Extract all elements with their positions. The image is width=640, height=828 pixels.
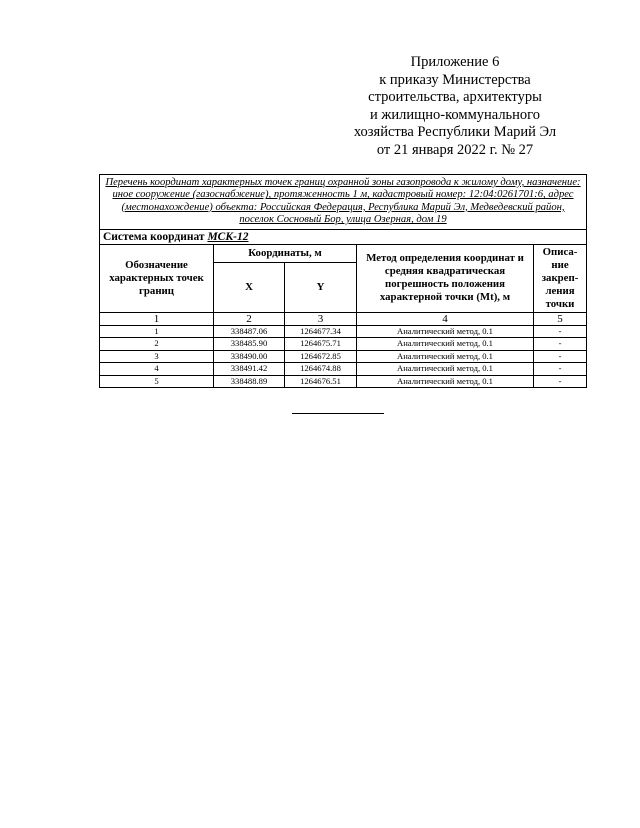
method-cell: Аналитический метод, 0.1 [357,363,534,376]
header-coordinates: Координаты, м [214,244,357,262]
x-cell: 338485.90 [214,338,285,351]
header-line: строительства, архитектуры [368,89,542,106]
table-row [100,363,587,376]
method-cell: Аналитический метод, 0.1 [357,350,534,363]
table-row [100,375,587,388]
description-cell: - [534,375,587,388]
point-cell: 2 [100,338,214,351]
y-cell: 1264676.51 [285,375,357,388]
header-y: Y [285,262,357,312]
point-cell: 4 [100,363,214,376]
x-cell: 338488.89 [214,375,285,388]
x-cell: 338487.06 [214,325,285,338]
coordinate-system-code: МСК-12 [207,230,249,243]
y-cell: 1264674.88 [285,363,357,376]
column-number: 2 [214,312,285,325]
column-number: 3 [285,312,357,325]
y-cell: 1264677.34 [285,325,357,338]
header-description: Описа- ние закреп- ления точки [534,244,587,312]
column-number: 5 [534,312,587,325]
point-cell: 1 [100,325,214,338]
coordinates-table [99,174,587,388]
description-cell: - [534,350,587,363]
description-cell: - [534,338,587,351]
table-row [100,338,587,351]
coordinate-system-row [100,229,587,244]
appendix-header [330,54,580,160]
header-line: от 21 января 2022 г. № 27 [376,141,534,158]
closing-rule [292,413,384,414]
header-line: хозяйства Республики Марий Эл [353,124,557,141]
header-point: Обозначение характерных точек границ [100,244,214,312]
header-line: Приложение 6 [410,54,500,70]
method-cell: Аналитический метод, 0.1 [357,375,534,388]
method-cell: Аналитический метод, 0.1 [357,338,534,351]
header-line: и жилищно-коммунального [369,106,541,123]
header-line: к приказу Министерства [379,71,531,88]
method-cell: Аналитический метод, 0.1 [357,325,534,338]
header-x: X [214,262,285,312]
column-number: 1 [100,312,214,325]
table-intro: Перечень координат характерных точек границ охранной зоны газопровода к жилому дому, назначение: иное сооружение (газоснабжение), протяженность 1 м, кадастровый номер: 12:04:0261701:6, адрес (местонахождение) объекта: Российская Федерация, Республика Марий Эл, Медведевский район, поселок Сосновый Бор, улица Озерная, дом 19 [100,175,587,230]
point-cell: 5 [100,375,214,388]
point-cell: 3 [100,350,214,363]
coordinate-system-label: Система координат [103,230,205,243]
y-cell: 1264672.85 [285,350,357,363]
description-cell: - [534,325,587,338]
table-row [100,325,587,338]
description-cell: - [534,363,587,376]
header-method: Метод определения координат и средняя квадратическая погрешность положения характерной точки (Mt), м [357,244,534,312]
table-row [100,350,587,363]
y-cell: 1264675.71 [285,338,357,351]
column-number: 4 [357,312,534,325]
x-cell: 338491.42 [214,363,285,376]
x-cell: 338490.00 [214,350,285,363]
